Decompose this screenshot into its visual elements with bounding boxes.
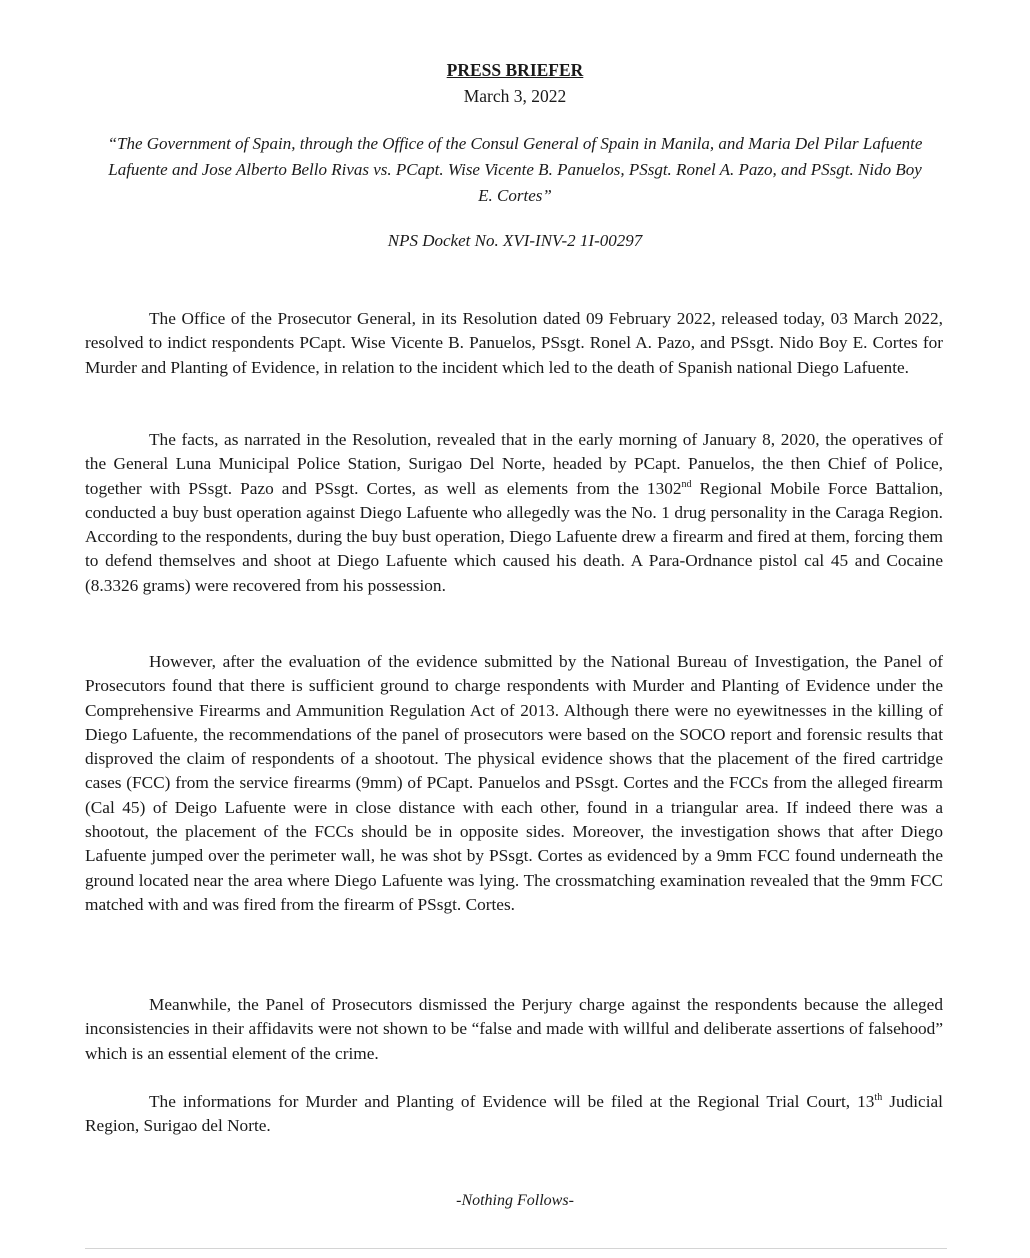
paragraph-facts bbox=[85, 428, 943, 598]
paragraph-filing bbox=[85, 1090, 943, 1139]
facts-text-part2: Regional Mobile Force Battalion, conducted a buy bust operation against Diego Lafuente who allegedly was the No. 1 drug personality in the Caraga Region. According to the respondents, during the buy bust operation, Diego Lafuente drew a firearm and fired at them, forcing them to defend themselves and shoot at Diego Lafuente which caused his death. A Para-Ordnance pistol cal 45 and Cocaine (8.3326 grams) were recovered from his possession. bbox=[85, 478, 943, 595]
case-title: “The Government of Spain, through the Office of the Consul General of Spain in Manila, and Maria Del Pilar Lafuente Lafuente and Jose Alberto Bello Rivas vs. PCapt. Wise Vicente B. Panuelos, PSsgt. Ronel A. Pazo, and PSsgt. Nido Boy E. Cortes” bbox=[107, 134, 923, 205]
ordinal-suffix-th: th bbox=[874, 1092, 883, 1104]
docket-number: NPS Docket No. XVI-INV-2 1I-00297 bbox=[387, 231, 643, 250]
facts-text-part1: The facts, as narrated in the Resolution, revealed that in the early morning of January 8, 2020, the operatives of the General Luna Municipal Police Station, Surigao Del Norte, headed by PCapt. Panuelos, the then Chief of Police, together with PSsgt. Pazo and PSsgt. Cortes, as well as elements from the 1302 bbox=[85, 430, 943, 498]
paragraph-evidence: However, after the evaluation of the evidence submitted by the National Bureau of Investigation, the Panel of Prosecutors found that there is sufficient ground to charge respondents with Murder and Planting of Evidence under the Comprehensive Firearms and Ammunition Regulation Act of 2013. Although there were no eyewitnesses in the killing of Diego Lafuente, the recommendations of the panel of prosecutors were based on the SOCO report and forensic results that disproved the claim of respondents of a shootout. The physical evidence shows that the placement of the fired cartridge cases (FCC) from the service firearms (9mm) of PCapt. Panuelos and PSsgt. Cortes and the FCCs from the alleged firearm (Cal 45) of Deigo Lafuente were in close distance with each other, found in a triangular area. If indeed there was a shootout, the placement of the FCCs should be in opposite sides. Moreover, the investigation shows that after Diego Lafuente jumped over the perimeter wall, he was shot by PSsgt. Cortes as evidenced by a 9mm FCC found underneath the ground located near the area where Diego Lafuente was lying. The crossmatching examination revealed that the 9mm FCC matched with and was fired from the firearm of PSsgt. Cortes. bbox=[85, 652, 943, 914]
bottom-divider bbox=[85, 1248, 947, 1249]
document-date: March 3, 2022 bbox=[463, 86, 567, 106]
filing-text-part1: The informations for Murder and Planting of Evidence will be filed at the Regional Trial Court, 13 bbox=[149, 1092, 875, 1111]
document-title: PRESS BRIEFER bbox=[446, 60, 584, 80]
paragraph-perjury: Meanwhile, the Panel of Prosecutors dismissed the Perjury charge against the respondents because the alleged inconsistencies in their affidavits were not shown to be “false and made with willful and deliberate assertions of falsehood” which is an essential element of the crime. bbox=[85, 995, 943, 1063]
filing-text-part2: Judicial Region, Surigao del Norte. bbox=[85, 1092, 943, 1136]
ordinal-suffix-nd: nd bbox=[681, 478, 692, 490]
nothing-follows-note: -Nothing Follows- bbox=[456, 1192, 574, 1209]
paragraph-indictment: The Office of the Prosecutor General, in its Resolution dated 09 February 2022, released today, 03 March 2022, resolved to indict respondents PCapt. Wise Vicente B. Panuelos, PSsgt. Ronel A. Pazo, and PSsgt. Nido Boy E. Cortes for Murder and Planting of Evidence, in relation to the incident which led to the death of Spanish national Diego Lafuente. bbox=[85, 309, 943, 377]
